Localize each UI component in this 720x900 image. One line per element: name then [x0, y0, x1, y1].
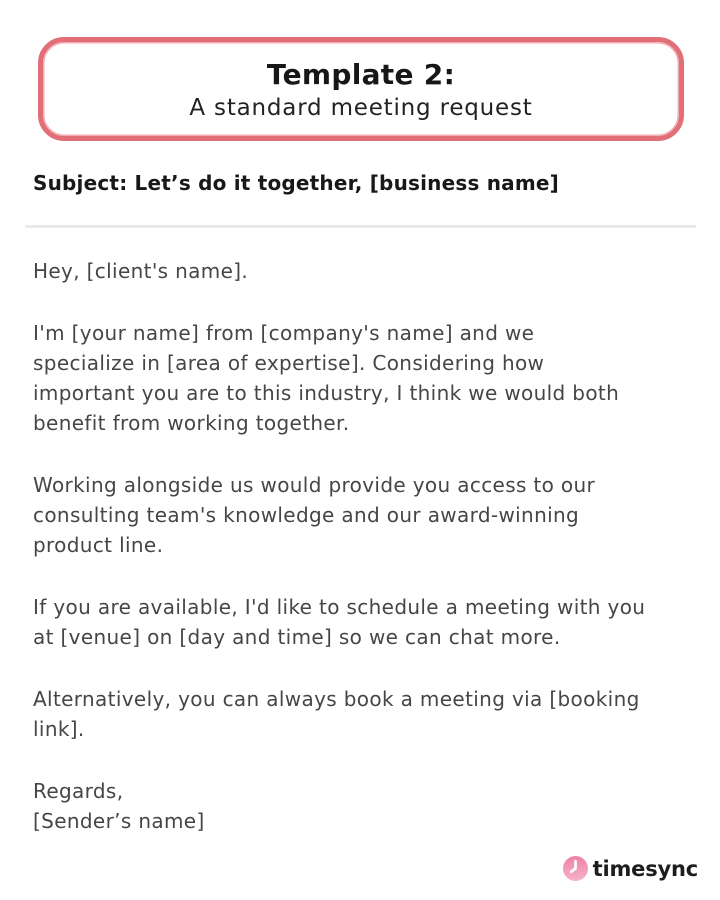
- text-line: product line.: [33, 533, 164, 557]
- text-line: Hey, [client's name].: [33, 259, 249, 283]
- signoff-regards: Regards,: [33, 779, 124, 803]
- text-line: Working alongside us would provide you access to our: [33, 473, 596, 497]
- template-header-box: [38, 37, 684, 141]
- email-template-document: [0, 37, 720, 881]
- text-line: link].: [33, 717, 85, 741]
- text-line: important you are to this industry, I think we would both: [33, 381, 620, 405]
- text-line: specialize in [area of expertise]. Considering how: [33, 351, 545, 375]
- text-line: Alternatively, you can always book a meeting via [booking: [33, 687, 640, 711]
- template-subtitle: A standard meeting request: [189, 95, 533, 121]
- text-line: at [venue] on [day and time] so we can chat more.: [33, 625, 561, 649]
- text-line: If you are available, I'd like to schedule a meeting with you: [33, 595, 646, 619]
- timesync-logo: [563, 856, 698, 881]
- text-line: I'm [your name] from [company's name] and we: [33, 321, 535, 345]
- email-body: [33, 256, 700, 836]
- subject-line: Subject: Let’s do it together, [business name]: [33, 171, 560, 195]
- clock-icon: [563, 856, 588, 881]
- divider: [25, 225, 696, 228]
- text-line: consulting team's knowledge and our award-winning: [33, 503, 580, 527]
- template-title: Template 2:: [266, 58, 456, 91]
- paragraph-greeting: [33, 256, 700, 286]
- text-line: benefit from working together.: [33, 411, 350, 435]
- brand-name: timesync: [592, 856, 698, 881]
- signoff-sender-name: [Sender’s name]: [33, 809, 205, 833]
